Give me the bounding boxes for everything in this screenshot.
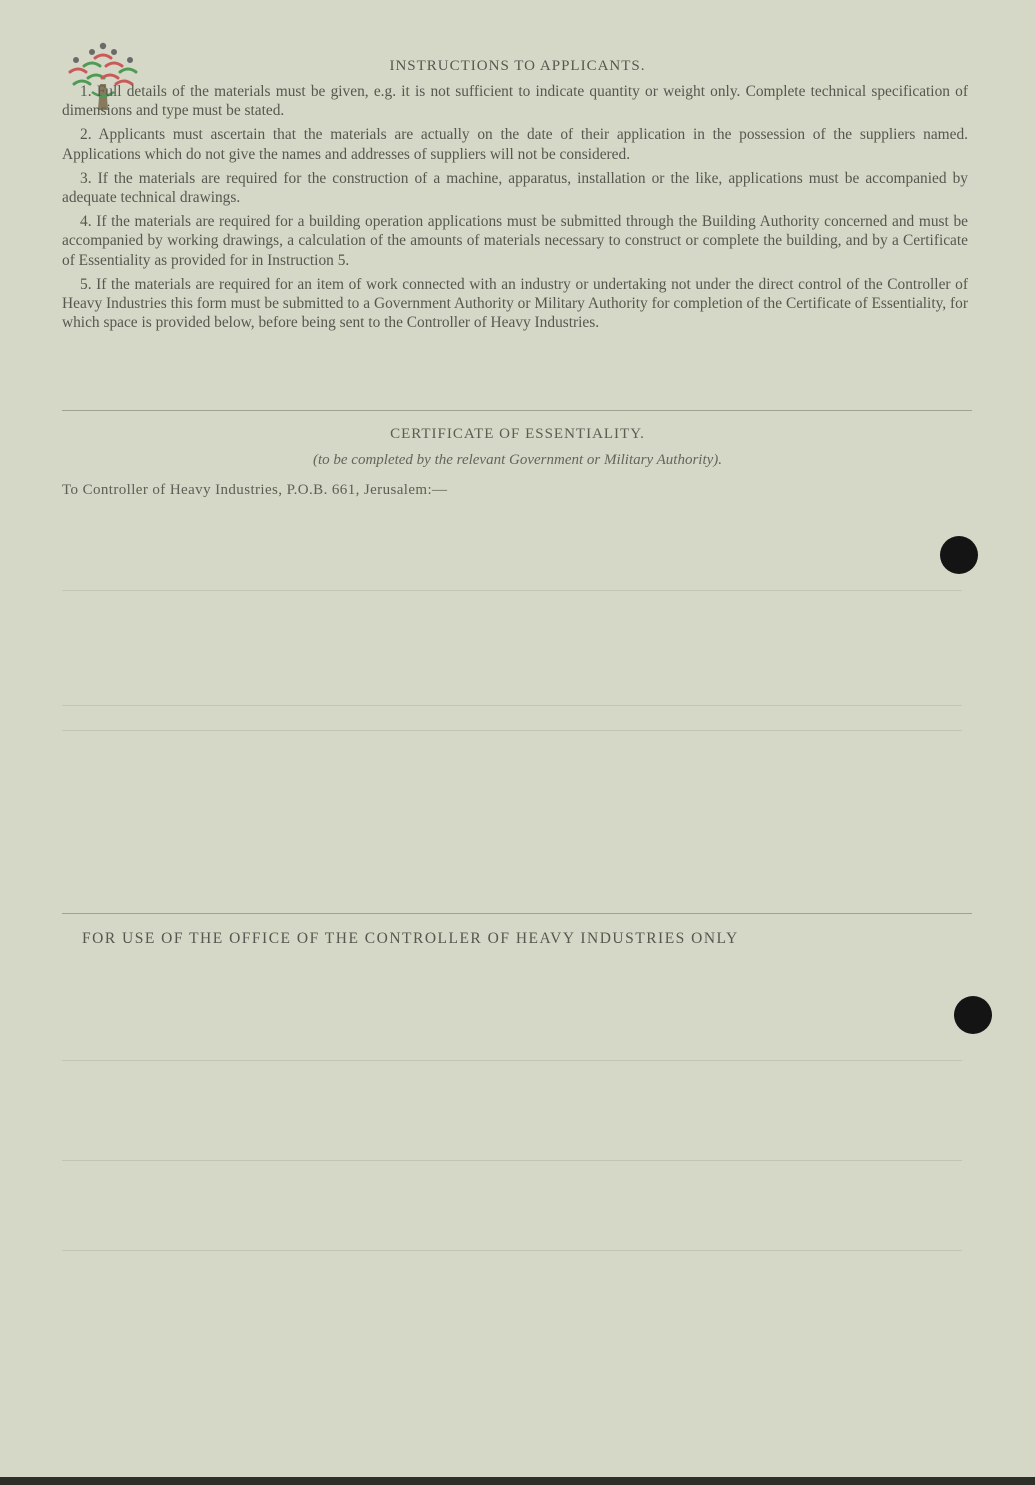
section-divider [62, 913, 972, 914]
show-through-line [62, 730, 962, 731]
instruction-item: 5. If the materials are required for an item of work connected with an industry or undertaking not under the direct control of the Controller of Heavy Industries this form must be submitted to a Government Authority or Military Authority for completion of the Certificate of Essentiality, for which space is provided below, before being sent to the Controller of Heavy Industries. [62, 275, 968, 332]
show-through-line [62, 1250, 962, 1251]
office-use-label: FOR USE OF THE OFFICE OF THE CONTROLLER OF HEAVY INDUSTRIES ONLY [82, 930, 739, 947]
certificate-title: CERTIFICATE OF ESSENTIALITY. [390, 426, 645, 442]
show-through-line [62, 705, 962, 706]
show-through-line [62, 1060, 962, 1061]
certificate-subtitle: (to be completed by the relevant Government or Military Authority). [312, 452, 723, 468]
instruction-item: 3. If the materials are required for the construction of a machine, apparatus, installation or the like, applications must be accompanied by adequate technical drawings. [62, 169, 968, 207]
certificate-addressee: To Controller of Heavy Industries, P.O.B. 661, Jerusalem:— [62, 482, 448, 498]
instructions-list [62, 82, 968, 337]
show-through-line [62, 1160, 962, 1161]
instruction-item: 1. Full details of the materials must be given, e.g. it is not sufficient to indicate quantity or weight only. Complete technical specification of dimensions and type must be stated. [62, 83, 968, 120]
instruction-item: 4. If the materials are required for a building operation applications must be submitted through the Building Authority concerned and must be accompanied by working drawings, a calculation of the amounts of materials necessary to construct or complete the building, and by a Certificate of Essentiality as provided for in Instruction 5. [62, 213, 968, 269]
punch-hole [940, 536, 978, 574]
show-through-line [62, 590, 962, 591]
section-divider [62, 410, 972, 411]
punch-hole [954, 996, 992, 1034]
instructions-title: INSTRUCTIONS TO APPLICANTS. [389, 58, 646, 74]
instruction-item: 2. Applicants must ascertain that the materials are actually on the date of their application in the possession of the suppliers named. Applications which do not give the names and addresses of suppliers will not be considered. [62, 126, 968, 163]
